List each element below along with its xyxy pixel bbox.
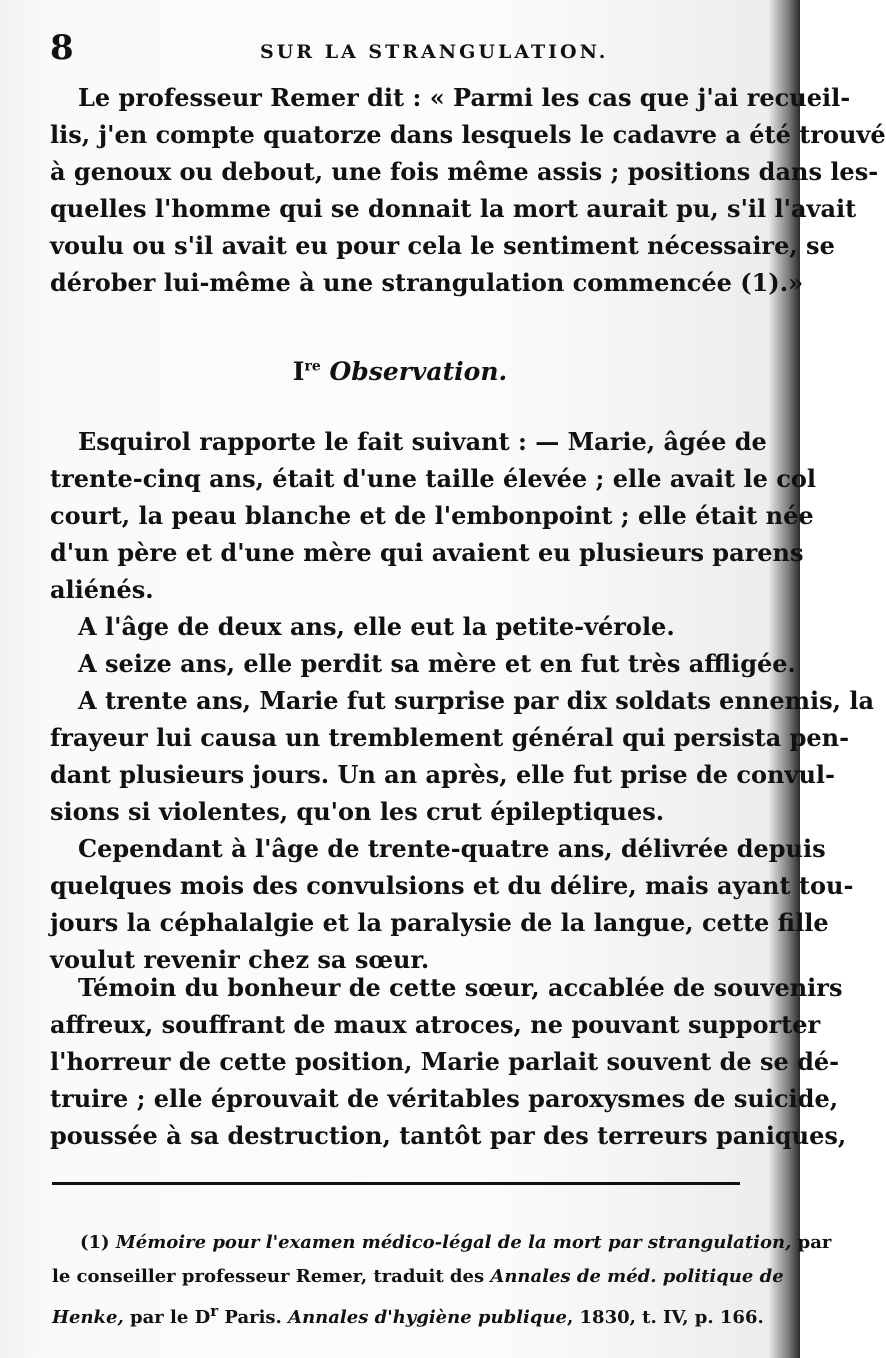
footnote-text: , 1830, t. IV, p. 166. — [567, 1307, 764, 1328]
observation-superscript: re — [304, 358, 321, 375]
footnote-journal: Annales de méd. politique de — [490, 1266, 784, 1287]
text-line: d'un père et d'une mère qui avaient eu plusieurs parens — [50, 538, 804, 567]
footnote — [52, 1226, 832, 1328]
text-line: aliénés. — [50, 575, 154, 604]
paragraph-age-thirty — [50, 682, 875, 830]
paragraph-age-two — [50, 608, 740, 645]
text-line: dérober lui-même à une strangulation commencée (1).» — [50, 268, 804, 297]
paragraph-temoin — [50, 969, 847, 1154]
footnote-rule — [52, 1182, 740, 1185]
text-line: court, la peau blanche et de l'embonpoint ; elle était née — [50, 501, 814, 530]
text-line: l'horreur de cette position, Marie parlait souvent de se dé- — [50, 1047, 840, 1076]
footnote-line — [52, 1226, 832, 1260]
text-line: Cependant à l'âge de trente-quatre ans, délivrée depuis — [78, 834, 826, 863]
text-line: voulu ou s'il avait eu pour cela le sentiment nécessaire, se — [50, 231, 835, 260]
footnote-sup: r — [210, 1302, 219, 1320]
text-line: quelques mois des convulsions et du délire, mais ayant tou- — [50, 871, 854, 900]
text-line: sions si violentes, qu'on les crut épileptiques. — [50, 797, 665, 826]
observation-title: Observation. — [329, 357, 508, 386]
text-line: Le professeur Remer dit : « Parmi les cas que j'ai recueil- — [78, 83, 851, 112]
text-line: Esquirol rapporte le fait suivant : — Marie, âgée de — [78, 427, 767, 456]
paragraph-age-thirty-four — [50, 830, 854, 978]
text-line: trente-cinq ans, était d'une taille élevée ; elle avait le col — [50, 464, 816, 493]
footnote-text: par le D — [130, 1307, 211, 1328]
footnote-text: le conseiller professeur Remer, traduit des — [52, 1266, 485, 1287]
footnote-line — [52, 1260, 784, 1294]
footnote-work-title: Mémoire pour l'examen médico-légal de la mort par strangulation, — [115, 1232, 792, 1253]
text-line: frayeur lui causa un tremblement général qui persista pen- — [50, 723, 850, 752]
text-line: lis, j'en compte quatorze dans lesquels le cadavre a été trouvé — [50, 120, 886, 149]
paragraph-age-sixteen — [50, 645, 796, 682]
footnote-text: Paris. — [224, 1307, 282, 1328]
text-line: Témoin du bonheur de cette sœur, accablée de souvenirs — [78, 973, 843, 1002]
observation-numeral: I — [292, 357, 305, 386]
text-line: à genoux ou debout, une fois même assis ; positions dans les- — [50, 157, 879, 186]
page-number: 8 — [50, 28, 74, 68]
text-line: truire ; elle éprouvait de véritables paroxysmes de suicide, — [50, 1084, 839, 1113]
text-line: jours la céphalalgie et la paralysie de la langue, cette fille — [50, 908, 829, 937]
paragraph-esquirol — [50, 423, 816, 608]
text-line: affreux, souffrant de maux atroces, ne pouvant supporter — [50, 1010, 821, 1039]
text-line: voulut revenir chez sa sœur. — [50, 945, 430, 974]
text-line: A seize ans, elle perdit sa mère et en fut très affligée. — [78, 649, 796, 678]
footnote-marker: (1) — [80, 1232, 110, 1253]
running-title: SUR LA STRANGULATION. — [260, 41, 609, 63]
text-line: dant plusieurs jours. Un an après, elle fut prise de convul- — [50, 760, 835, 789]
footnote-journal: Annales d'hygiène publique — [288, 1307, 567, 1328]
text-line: A l'âge de deux ans, elle eut la petite-vérole. — [78, 612, 675, 641]
text-line: poussée à sa destruction, tantôt par des terreurs paniques, — [50, 1121, 847, 1150]
paragraph-remer-quote — [50, 79, 886, 301]
footnote-line — [52, 1294, 764, 1328]
footnote-text: par — [797, 1232, 832, 1253]
text-line: A trente ans, Marie fut surprise par dix soldats ennemis, la — [78, 686, 875, 715]
observation-heading — [0, 352, 800, 392]
text-line: quelles l'homme qui se donnait la mort aurait pu, s'il l'avait — [50, 194, 857, 223]
footnote-journal: Henke, — [52, 1307, 124, 1328]
